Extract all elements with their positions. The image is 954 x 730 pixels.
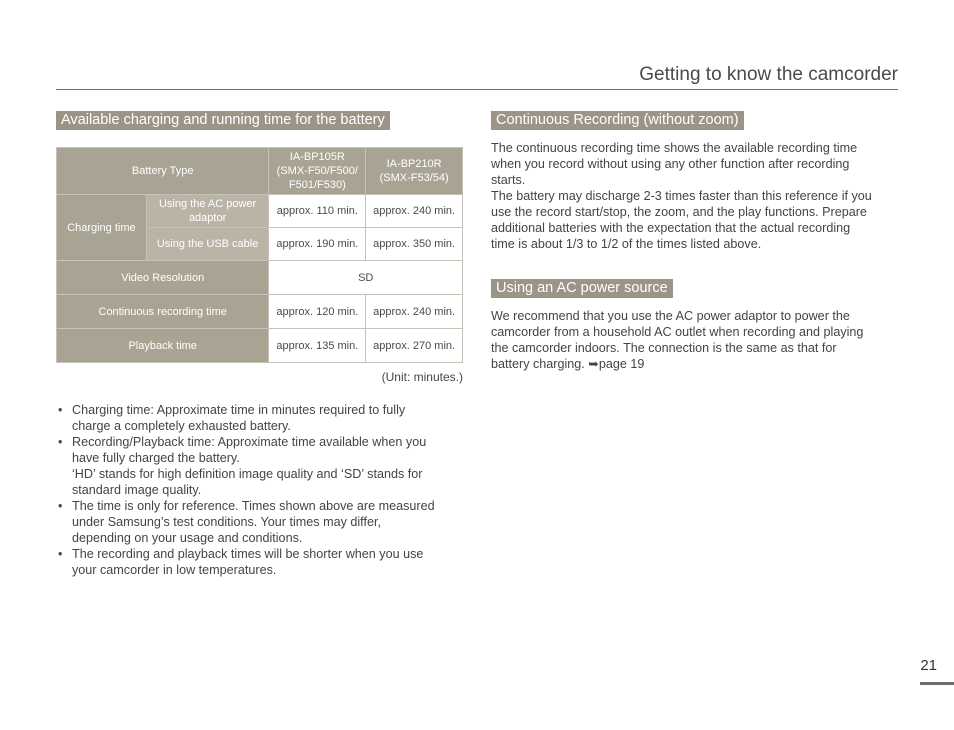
paragraph-line: when you record without using any other function after recording [491,157,850,171]
charging-time-label: Charging time [57,195,147,261]
paragraph-line: We recommend that you use the AC power adaptor to power the [491,309,850,323]
paragraph-line: The continuous recording time shows the available recording time [491,141,858,155]
header-divider [56,89,898,90]
note-line: standard image quality. [72,483,202,497]
note-line: ‘HD’ stands for high definition image quality and ‘SD’ stands for [72,467,423,481]
paragraph-line: time is about 1/3 to 1/2 of the times listed above. [491,237,762,251]
header-line: IA-BP105R [289,151,345,163]
continuous-bp210r: approx. 240 min. [366,295,463,329]
note-line: under Samsung’s test conditions. Your times may differ, [72,515,381,529]
list-item [56,434,464,498]
note-line: The recording and playback times will be shorter when you use [72,547,424,561]
header-line: (SMX-F53/54) [379,172,449,184]
ac-charge-bp105r: approx. 110 min. [269,195,366,228]
playback-time-label: Playback time [57,329,269,363]
playback-bp105r: approx. 135 min. [269,329,366,363]
paragraph-line: The battery may discharge 2-3 times faster than this reference if you [491,189,872,203]
header-line: (SMX-F50/F500/ [276,165,358,177]
table-row [57,261,463,295]
list-item [56,498,464,546]
table-row [57,148,463,195]
continuous-bp105r: approx. 120 min. [269,295,366,329]
battery-section-heading: Available charging and running time for the battery [56,111,390,130]
note-line: your camcorder in low temperatures. [72,563,277,577]
usb-cable-label: Using the USB cable [146,228,269,261]
note-line: The time is only for reference. Times shown above are measured [72,499,435,513]
ac-adaptor-label: Using the AC power adaptor [146,195,269,228]
paragraph-line: additional batteries with the expectation that the actual recording [491,221,851,235]
bullet-icon: • [58,547,63,561]
video-resolution-label: Video Resolution [57,261,269,295]
battery-type-header: Battery Type [57,148,269,195]
note-line: charge a completely exhausted battery. [72,419,291,433]
bullet-icon: • [58,403,63,417]
table-row [57,329,463,363]
bullet-icon: • [58,499,63,513]
notes-list [56,402,464,578]
page-number: 21 [920,657,937,674]
header-line: F501/F530) [288,179,346,191]
ac-charge-bp210r: approx. 240 min. [366,195,463,228]
ac-power-heading: Using an AC power source [491,279,673,298]
list-item [56,402,464,434]
note-line: Charging time: Approximate time in minutes required to fully [72,403,406,417]
ac-power-paragraph [491,308,901,372]
unit-note: (Unit: minutes.) [381,370,463,384]
playback-bp210r: approx. 270 min. [366,329,463,363]
list-item [56,546,464,578]
battery-time-table [56,147,463,363]
table-row [57,295,463,329]
usb-charge-bp210r: approx. 350 min. [366,228,463,261]
battery-bp210r-header [366,148,463,195]
page-number-bar [920,682,954,685]
bullet-icon: • [58,435,63,449]
battery-bp105r-header [269,148,366,195]
paragraph-line: the camcorder indoors. The connection is the same as that for [491,341,837,355]
continuous-recording-heading: Continuous Recording (without zoom) [491,111,744,130]
note-line: depending on your usage and conditions. [72,531,303,545]
paragraph-line: use the record start/stop, the zoom, and the play functions. Prepare [491,205,867,219]
note-line: have fully charged the battery. [72,451,240,465]
header-line: IA-BP210R [386,158,442,170]
page-title: Getting to know the camcorder [639,64,898,85]
paragraph-line: starts. [491,173,526,187]
video-resolution-value: SD [269,261,463,295]
note-line: Recording/Playback time: Approximate time available when you [72,435,427,449]
paragraph-line: battery charging. ➥page 19 [491,357,645,371]
continuous-recording-paragraph [491,140,901,252]
usb-charge-bp105r: approx. 190 min. [269,228,366,261]
continuous-recording-label: Continuous recording time [57,295,269,329]
paragraph-line: camcorder from a household AC outlet when recording and playing [491,325,864,339]
table-row [57,195,463,228]
